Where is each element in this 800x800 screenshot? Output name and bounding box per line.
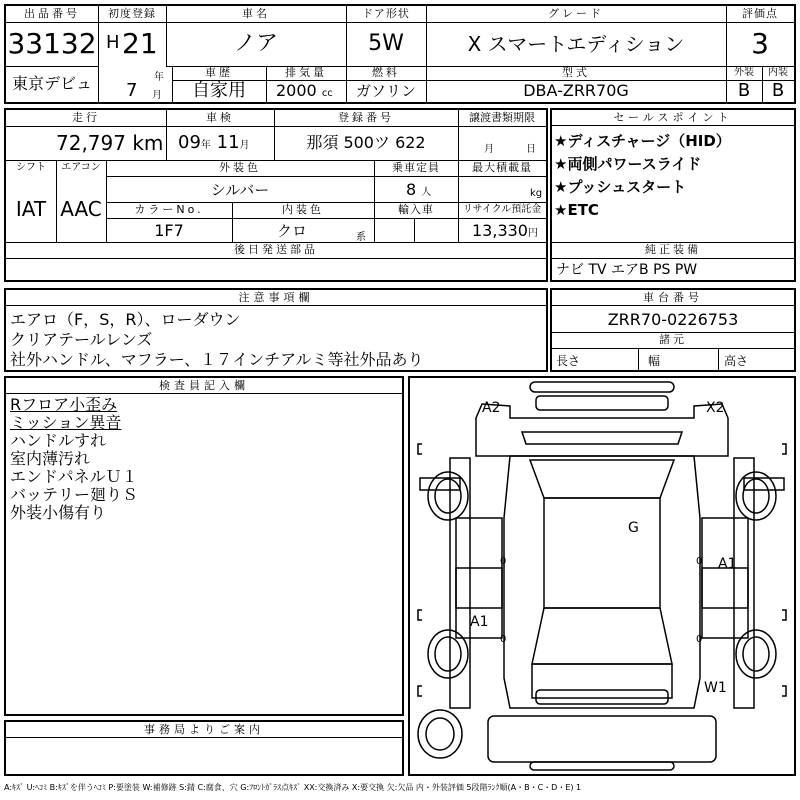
overall-score: 3 <box>751 27 769 60</box>
first-reg-label: 初度登録 <box>108 7 156 20</box>
header-block <box>4 4 796 104</box>
int-color: クロ <box>276 222 307 240</box>
ext-color: シルバー <box>210 181 270 199</box>
capacity-label: 乗車定員 <box>392 161 440 174</box>
lot-label: 出品番号 <box>24 7 80 20</box>
length-label: 長さ <box>556 354 581 368</box>
mark-w1: W1 <box>704 680 727 696</box>
model-code: DBA-ZRR70G <box>523 81 629 100</box>
equipment-label: 純正装備 <box>645 243 701 256</box>
recycle-unit: 円 <box>527 228 538 239</box>
lot-number: 33132 <box>7 27 97 60</box>
inspector-line: ハンドルすれ <box>10 431 107 450</box>
int-color-label: 内装色 <box>282 203 324 216</box>
displacement-value: 2000 <box>276 81 317 100</box>
inspector-lines <box>10 396 400 522</box>
transfer-month-unit: 月 <box>484 144 494 154</box>
aircon: AAC <box>60 197 102 221</box>
note-line: 社外ハンドル、マフラー、１７インチアルミ等社外品あり <box>10 350 424 369</box>
history-label: 車歴 <box>205 66 233 79</box>
plate-label: 登録番号 <box>338 111 394 124</box>
first-reg-year: 21 <box>122 27 158 60</box>
sales-points-label: セールスポイント <box>552 110 794 126</box>
mark-zero: 0 <box>500 634 507 645</box>
color-no-label: カラーNo. <box>134 203 204 216</box>
mileage-label: 走行 <box>72 111 100 124</box>
recycle-value: 13,330 <box>472 221 528 240</box>
notes-label: 注意事項欄 <box>6 290 546 306</box>
inspector-line: エンドパネルＵ１ <box>10 467 138 486</box>
sales-points-list <box>554 130 794 222</box>
inspection-date <box>178 128 274 158</box>
inspector-label: 検査員記入欄 <box>6 378 402 394</box>
car-name-label: 車名 <box>242 7 270 20</box>
inspector-line: 外装小傷有り <box>10 503 107 522</box>
fuel: ガソリン <box>355 82 416 100</box>
transfer-label: 譲渡書類期限 <box>469 111 535 124</box>
history: 自家用 <box>192 80 246 101</box>
fuel-label: 燃料 <box>372 66 400 79</box>
door-type: 5W <box>368 31 404 56</box>
sales-point-item: ★ディスチャージ（HID） <box>554 132 731 150</box>
interior-label: 内装 <box>768 67 788 78</box>
shift: IAT <box>15 197 47 221</box>
car-diagram-svg <box>410 378 794 774</box>
sales-point-item: ★ETC <box>554 201 599 219</box>
legend: A:ｷｽﾞ U:ﾍｺﾐ B:ｷｽﾞを伴うﾍｺﾐ P:要塗装 W:補修跡 S:錆 C:腐食、穴 G:ﾌﾛﾝﾄｶﾞﾗｽ点ｷｽﾞ XX:交換済み X:要交換 欠:欠品 内・外装評価 5段階ﾗﾝｸ順(A・B・C・D・E) 1 <box>4 783 582 792</box>
notes-block <box>4 288 548 372</box>
equipment: ナビ TV エアB PS PW <box>556 262 698 278</box>
door-label: ドア形状 <box>362 7 410 20</box>
sales-points <box>550 108 796 282</box>
import-label: 輸入車 <box>398 203 434 216</box>
chassis-number: ZRR70-0226753 <box>607 310 739 329</box>
aircon-label: エアコン <box>61 162 101 173</box>
mark-zero: 0 <box>696 556 703 567</box>
displacement-label: 排気量 <box>285 66 327 79</box>
max-load-label: 最大積載量 <box>472 161 532 174</box>
era: H <box>106 32 120 53</box>
inspector-line: 室内薄汚れ <box>10 449 91 468</box>
displacement <box>276 80 346 102</box>
max-load-unit: kg <box>530 188 543 199</box>
office-block <box>4 720 404 776</box>
recycle-label: リサイクル預託金 <box>462 204 542 215</box>
capacity <box>406 178 458 202</box>
transfer-day-unit: 日 <box>526 144 536 154</box>
shift-label: シフト <box>16 162 46 173</box>
mileage-value: 72,797 <box>56 131 126 155</box>
inspector-block <box>4 376 404 716</box>
note-line: エアロ（F，S，R）、ローダウン <box>10 310 241 329</box>
notes-lines <box>10 310 546 370</box>
inspection-label: 車検 <box>206 111 234 124</box>
interior-score: B <box>771 80 785 101</box>
mark-zero: 0 <box>500 556 507 567</box>
inspection-year-unit: 年 <box>200 140 211 151</box>
debut-label: 東京デビュ <box>11 74 92 93</box>
mileage <box>56 128 166 158</box>
note-line: クリアテールレンズ <box>10 330 153 349</box>
year-unit: 年 <box>154 72 164 82</box>
mark-a2: A2 <box>482 400 501 416</box>
grade: X スマートエディション <box>467 32 685 56</box>
score-label: 評価点 <box>742 7 778 20</box>
inspection-year: 09 <box>178 132 201 153</box>
mark-a1-left: A1 <box>470 614 489 630</box>
displacement-unit: cc <box>321 88 333 99</box>
recycle-fee <box>472 220 546 242</box>
car-name: ノア <box>233 31 278 56</box>
mileage-unit: km <box>132 131 164 155</box>
office-label: 事務局よりご案内 <box>6 722 402 738</box>
color-no: 1F7 <box>154 221 184 240</box>
parts-later-label: 後日発送部品 <box>234 243 318 256</box>
ext-color-label: 外装色 <box>219 161 261 174</box>
height-label: 高さ <box>724 354 749 368</box>
inspector-line: ミッション異音 <box>10 413 122 432</box>
grade-label: グレード <box>548 7 604 20</box>
inspector-line: バッテリー廻りＳ <box>10 485 139 504</box>
chassis-block <box>550 288 796 372</box>
mark-zero: 0 <box>696 634 703 645</box>
exterior-label: 外装 <box>734 67 754 78</box>
sales-point-item: ★両側パワースライド <box>554 155 702 173</box>
month-unit: 月 <box>152 90 162 101</box>
plate-number: 那須 500ツ 622 <box>306 133 426 152</box>
width-label: 幅 <box>648 354 661 368</box>
dimensions-label: 諸元 <box>659 333 687 346</box>
first-reg-month: 7 <box>126 80 138 101</box>
capacity-unit: 人 <box>421 187 432 198</box>
inspector-line: Rフロア小歪み <box>10 396 118 414</box>
exterior-score: B <box>737 80 751 101</box>
inspection-month-unit: 月 <box>239 140 250 151</box>
car-diagram <box>408 376 796 776</box>
mark-a1-right: A1 <box>718 556 737 572</box>
vehicle-details <box>4 108 548 282</box>
capacity-value: 8 <box>406 180 417 199</box>
chassis-label: 車台番号 <box>552 290 794 306</box>
int-color-unit: 系 <box>356 232 366 242</box>
mark-x2: X2 <box>706 400 725 416</box>
sales-point-item: ★プッシュスタート <box>554 178 687 196</box>
mark-g: G <box>628 520 639 536</box>
model-label: 型式 <box>562 66 590 79</box>
inspection-month: 11 <box>216 132 240 153</box>
